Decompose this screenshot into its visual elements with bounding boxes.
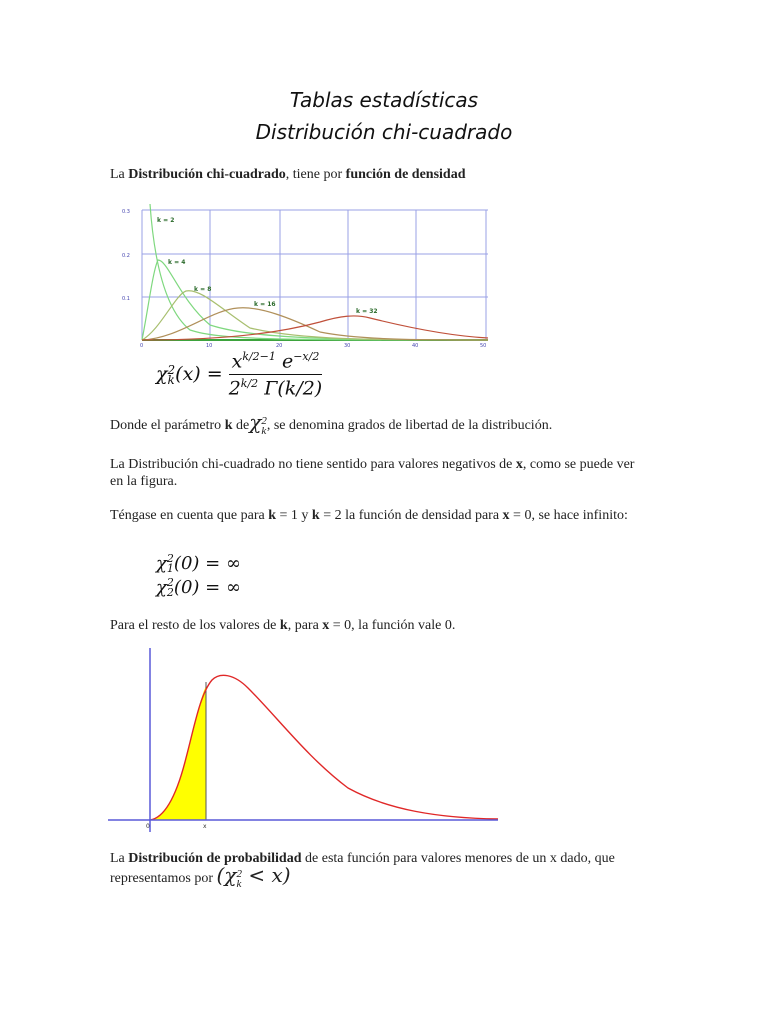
infinity-formula-k2: χ 2 2 (0) = ∞ [156,576,241,599]
origin-label: 0 [146,823,150,830]
x-tick-label: 40 [412,343,419,349]
infinite-paragraph: Téngase en cuenta que para k = 1 y k = 2 la función de densidad para x = 0, se hace infinito: [110,508,628,523]
density-chart [120,200,492,350]
infinity-formula-k1: χ 2 1 (0) = ∞ [156,552,241,575]
y-tick-label: 0.1 [122,296,130,302]
shaded-area [150,686,206,820]
curve-label: k = 16 [254,301,276,308]
curve-label: k = 32 [356,308,378,315]
y-tick-label: 0.3 [122,209,130,215]
intro-paragraph: La Distribución chi-cuadrado, tiene por función de densidad [110,167,466,182]
curve-label: k = 4 [168,259,186,266]
page-subtitle: Distribución chi-cuadrado [255,120,513,144]
curve-k2 [150,204,488,340]
x-tick-label: 0 [140,343,144,349]
parameter-paragraph: Donde el parámetro k deχ 2 k , se denomina grados de libertad de la distribución. [110,410,553,437]
negative-values-paragraph: La Distribución chi-cuadrado no tiene sentido para valores negativos de x, como se puede ver en la figura. [110,457,635,489]
curve-k4 [142,260,488,340]
x-value-label: x [203,823,207,830]
distribution-area-chart [108,648,500,832]
x-tick-label: 20 [276,343,283,349]
probability-paragraph: La Distribución de probabilidad de esta función para valores menores de un x dado, que representamos por (χ 2 k < x) [110,851,615,890]
page-title: Tablas estadísticas [289,88,479,112]
curve-label: k = 2 [157,217,175,224]
y-tick-label: 0.2 [122,253,130,259]
x-tick-label: 30 [344,343,351,349]
density-formula: χ 2 k (x) = $\frac{x^{k/2-1} e^{-x/2}}{2^{k/2} \Gamma(k/2)}$ [156,350,323,400]
chart-grid [142,210,488,340]
x-tick-label: 10 [206,343,213,349]
rest-values-paragraph: Para el resto de los valores de k, para x = 0, la función vale 0. [110,618,456,633]
x-tick-label: 50 [480,343,487,349]
curve-label: k = 8 [194,286,212,293]
